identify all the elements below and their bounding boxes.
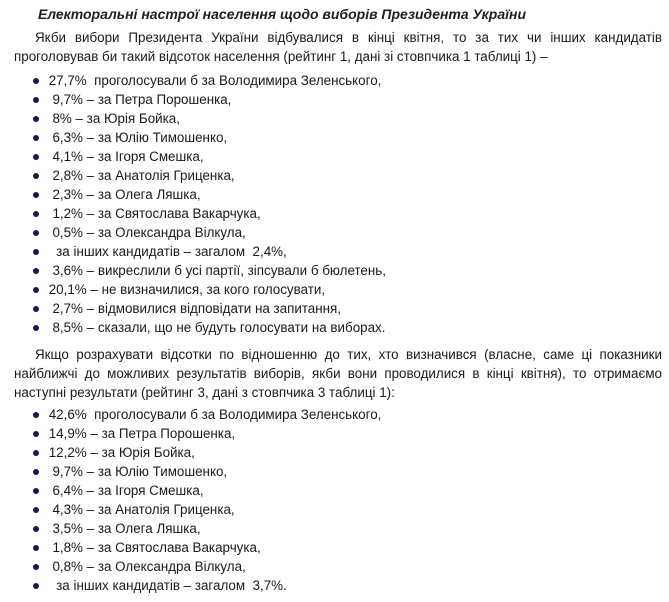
document-title: Електоральні настрої населення щодо виборів Президента України (38, 6, 527, 22)
list-item-text: 8% – за Юрія Бойка, (45, 111, 180, 126)
bullet-icon (33, 173, 39, 179)
list-item (0, 500, 381, 519)
list-item (0, 90, 386, 109)
list-item-text: 4,1% – за Ігоря Смешка, (45, 149, 204, 164)
bullet-icon (33, 268, 39, 274)
list-item-text: 2,7% – відмовилися відповідати на запитання, (45, 301, 342, 316)
bullet-icon (33, 583, 39, 589)
list-item-text: 8,5% – сказали, що не будуть голосувати на виборах. (45, 320, 386, 335)
list-item-text: 1,2% – за Святослава Вакарчука, (45, 206, 261, 221)
bullet-icon (33, 211, 39, 217)
list-item-text: 2,8% – за Анатолія Гриценка, (45, 168, 235, 183)
list-item (0, 242, 386, 261)
bullet-icon (33, 325, 39, 331)
bullet-icon (33, 192, 39, 198)
list-item (0, 223, 386, 242)
list-item-text: за інших кандидатів – загалом 2,4%, (45, 244, 287, 259)
list-item (0, 538, 381, 557)
bullet-icon (33, 97, 39, 103)
list-item-text: 9,7% – за Петра Порошенка, (45, 92, 232, 107)
list-item (0, 128, 386, 147)
bullet-icon (33, 469, 39, 475)
bullet-icon (33, 249, 39, 255)
list-item (0, 299, 386, 318)
bullet-icon (33, 78, 39, 84)
bullet-icon (33, 450, 39, 456)
decided-paragraph: Якщо розрахувати відсотки по відношенню до тих, хто визначився (власне, саме ці показники найближчі до можливих результатів виборів, якби вони проводилися в кінці квітня), то отримаємо наступні результати (рейтинг 3, дані з стовпчика 3 таблиці 1): (14, 347, 662, 400)
bullet-icon (33, 135, 39, 141)
list-item (0, 204, 386, 223)
bullet-icon (33, 116, 39, 122)
bullet-icon (33, 154, 39, 160)
list-item (0, 519, 381, 538)
bullet-icon (33, 526, 39, 532)
list-item (0, 462, 381, 481)
list-item-text: 20,1% – не визначилися, за кого голосувати, (45, 282, 326, 297)
rating1-list (0, 71, 386, 337)
rating3-list (0, 405, 381, 595)
intro-paragraph: Якби вибори Президента України відбувалися в кінці квітня, то за тих чи інших кандидатів проголовував би такий відсоток населення (рейтинг 1, дані зі стовпчика 1 таблиці 1) – (14, 30, 662, 64)
list-item (0, 443, 381, 462)
bullet-icon (33, 488, 39, 494)
list-item-text: 14,9% – за Петра Порошенка, (45, 426, 236, 441)
bullet-icon (33, 230, 39, 236)
list-item (0, 557, 381, 576)
bullet-icon (33, 564, 39, 570)
list-item (0, 185, 386, 204)
list-item (0, 280, 386, 299)
list-item-text: 1,8% – за Святослава Вакарчука, (45, 540, 261, 555)
list-item-text: 12,2% – за Юрія Бойка, (45, 445, 195, 460)
list-item-text: 27,7% проголосували б за Володимира Зеленського, (45, 73, 382, 88)
list-item (0, 71, 386, 90)
list-item (0, 318, 386, 337)
list-item-text: 6,3% – за Юлію Тимошенко, (45, 130, 228, 145)
list-item (0, 166, 386, 185)
list-item (0, 147, 386, 166)
list-item-text: 6,4% – за Ігоря Смешка, (45, 483, 204, 498)
list-item-text: 0,8% – за Олександра Вілкула, (45, 559, 246, 574)
bullet-icon (33, 412, 39, 418)
list-item-text: 9,7% – за Юлію Тимошенко, (45, 464, 228, 479)
list-item-text: 0,5% – за Олександра Вілкула, (45, 225, 246, 240)
bullet-icon (33, 545, 39, 551)
list-item (0, 109, 386, 128)
list-item-text: 4,3% – за Анатолія Гриценка, (45, 502, 235, 517)
list-item (0, 576, 381, 595)
list-item-text: 3,6% – викреслили б усі партії, зіпсували б бюлетень, (45, 263, 386, 278)
list-item (0, 424, 381, 443)
list-item-text: 2,3% – за Олега Ляшка, (45, 187, 201, 202)
list-item-text: за інших кандидатів – загалом 3,7%. (45, 578, 287, 593)
bullet-icon (33, 306, 39, 312)
bullet-icon (33, 431, 39, 437)
list-item (0, 261, 386, 280)
list-item (0, 481, 381, 500)
bullet-icon (33, 287, 39, 293)
list-item-text: 3,5% – за Олега Ляшка, (45, 521, 201, 536)
list-item (0, 405, 381, 424)
list-item-text: 42,6% проголосували б за Володимира Зеленського, (45, 407, 382, 422)
bullet-icon (33, 507, 39, 513)
